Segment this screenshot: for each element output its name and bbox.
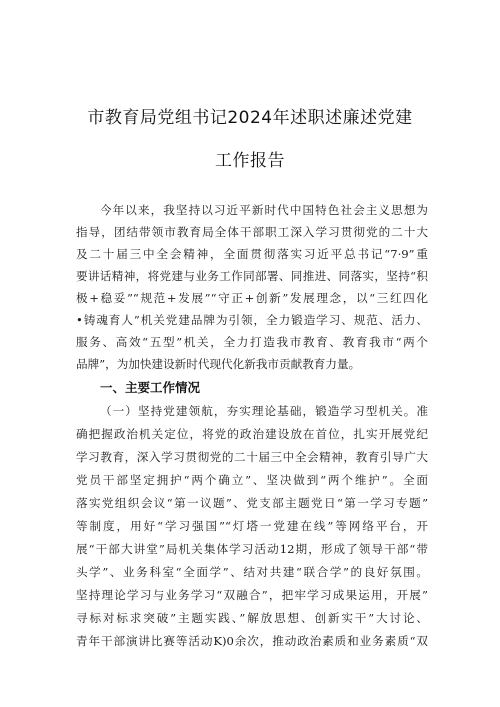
intro-line: 今年以来，我坚持以习近平新时代中国特色社会主义思想为: [100, 203, 428, 217]
section-heading: 一、主要工作情况: [100, 380, 201, 395]
body-line: 头学”、业务科室“全面学”、结对共建“联合学”的良好氛围。: [76, 565, 428, 579]
document-title-line-1: 市教育局党组书记2024年述职述廉述党建: [87, 108, 413, 128]
body-line: （一）坚持党建领航，夯实理论基础，锻造学习型机关。准: [100, 404, 428, 418]
body-line: 落实党组织会议“第一议题”、党支部主题党日“第一学习专题”: [76, 496, 428, 510]
intro-line: 服务、高效“五型”机关，全力打造我市教育、教育我市“两个: [76, 335, 428, 349]
intro-line: 及二十届三中全会精神，全面贯彻落实习近平总书记“7·9”重: [76, 247, 428, 261]
body-line: 坚持理论学习与业务学习“双融合”，把牢学习成果运用，开展”: [76, 588, 428, 602]
intro-line: 品牌”，为加快建设新时代现代化新我市贡献教育力量。: [76, 357, 361, 371]
body-line: 党员干部坚定拥护“两个确立”、坚决做到“两个维护”。全面: [76, 473, 428, 487]
body-line: 学习教育，深入学习贯彻党的二十届三中全会精神，教育引导广大: [76, 450, 428, 464]
body-line: 寻标对标求突破”主题实践、”解放思想、创新实干”大讨论、: [76, 611, 428, 625]
intro-line: 指导，团结带领市教育局全体干部职工深入学习贯彻党的二十大: [76, 225, 428, 239]
document-title-line-2: 工作报告: [215, 151, 285, 171]
body-line: 等制度，用好“学习强国”“灯塔一党建在线”等网络平台，开: [76, 519, 428, 533]
intro-line: 要讲话精神，将党建与业务工作同部署、同推进、同落实，坚持“积: [76, 269, 428, 283]
body-line: 展“干部大讲堂”局机关集体学习活动12期，形成了领导干部“带: [76, 542, 428, 556]
body-line: 青年干部演讲比赛等活动K)0余次，推动政治素质和业务素质“双: [76, 634, 428, 648]
intro-line: 极+稳妥”“规范+发展”“守正+创新”发展理念，以“三红四化: [76, 291, 428, 305]
body-line: 确把握政治机关定位，将党的政治建设放在首位，扎实开展党纪: [76, 427, 428, 441]
intro-line: •铸魂育人”机关党建品牌为引领，全力锻造学习、规范、活力、: [76, 313, 428, 327]
